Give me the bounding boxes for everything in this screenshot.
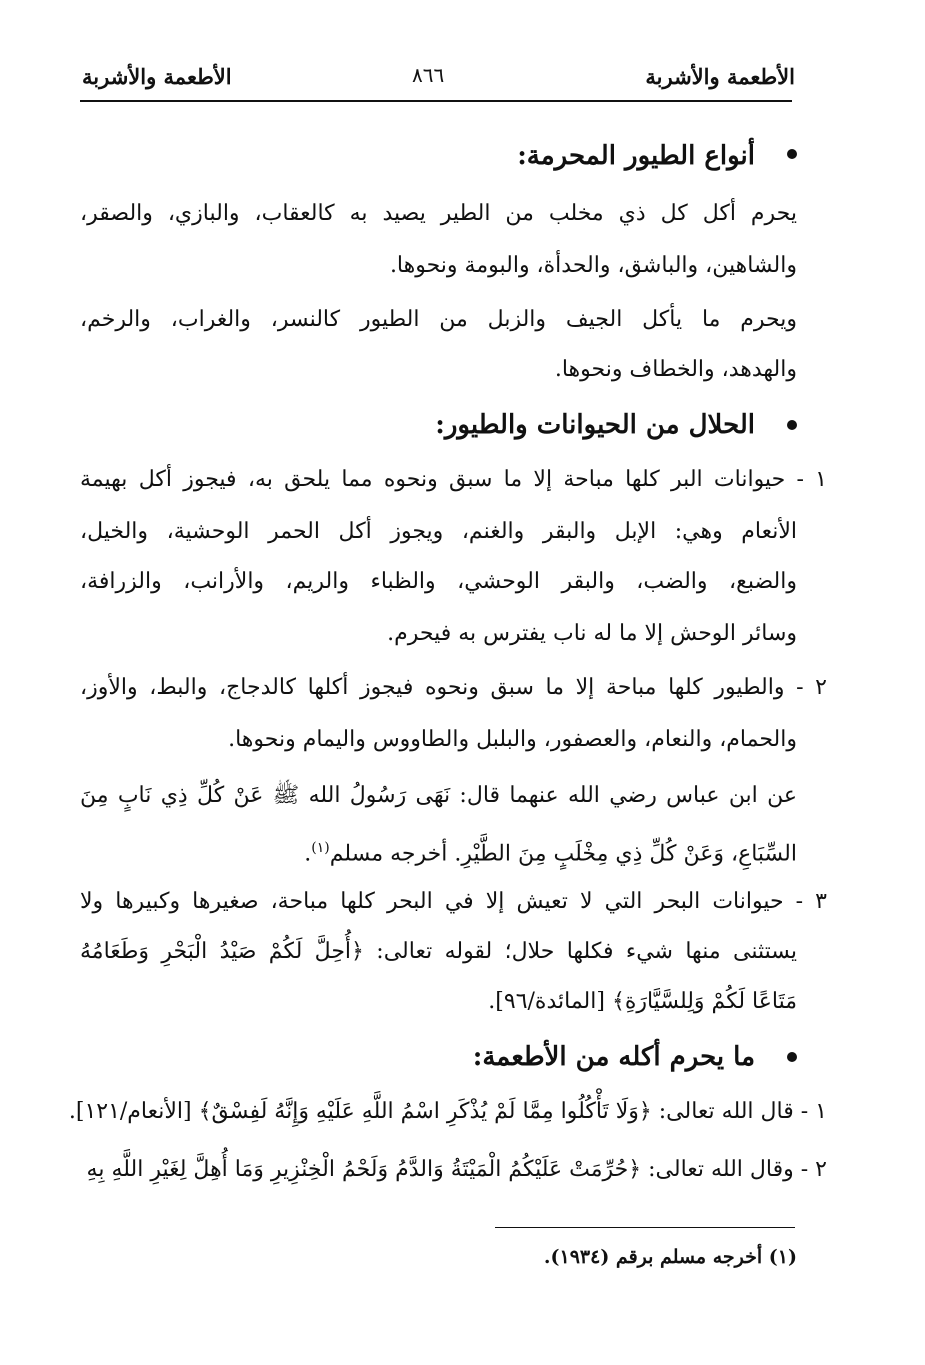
bullet-icon	[787, 149, 797, 159]
list-item-line: وسائر الوحش إلا ما له ناب يفترس به فيحرم.	[387, 621, 797, 646]
list-item-line: يستثنى منها شيء فكلها حلال؛ لقوله تعالى: ﴿أُحِلَّ لَكُمْ صَيْدُ الْبَحْرِ وَطَعَامُهُ	[80, 939, 797, 964]
page-number: ٨٦٦	[412, 63, 445, 87]
bullet-icon	[787, 420, 797, 430]
running-header-left: الأطعمة والأشربة	[82, 64, 232, 89]
hadith-line: السِّبَاعِ، وَعَنْ كُلِّ ذِي مِخْلَبٍ مِنَ الطَّيْرِ. أخرجه مسلم$^{(١)}$.	[304, 840, 797, 867]
footnote-marker: (١)	[311, 840, 330, 856]
footnote: (١) أخرجه مسلم برقم (١٩٣٤).	[543, 1246, 797, 1268]
list-item-line: والحمام، والنعام، والعصفور، والبلبل والطاووس واليمام ونحوها.	[228, 727, 797, 752]
list-item-line: ١ - حيوانات البر كلها مباحة إلا ما سبق ونحوه مما يلحق به، فيجوز أكل بهيمة	[80, 467, 827, 492]
paragraph-line: ويحرم ما يأكل الجيف والزبل من الطيور كالنسر، والغراب، والرخم،	[80, 307, 797, 332]
list-item-line: ١ - قال الله تعالى: ﴿وَلَا تَأْكُلُوا مِمَّا لَمْ يُذْكَرِ اسْمُ اللَّهِ عَلَيْهِ وَإِنَّهُ لَفِسْقٌ﴾ [الأنعام/١٢١].	[68, 1099, 827, 1124]
bullet-icon	[787, 1052, 797, 1062]
list-item-line: مَتَاعًا لَكُمْ وَلِلسَّيَّارَةِ﴾ [المائدة/٩٦].	[488, 989, 797, 1014]
hadith-text: السِّبَاعِ، وَعَنْ كُلِّ ذِي مِخْلَبٍ مِنَ الطَّيْرِ. أخرجه مسلم	[329, 841, 797, 867]
section-heading: الحلال من الحيوانات والطيور:	[435, 410, 755, 440]
list-item-line: الأنعام وهي: الإبل والبقر والغنم، ويجوز أكل الحمر الوحشية، والخيل،	[80, 519, 797, 544]
section-heading: أنواع الطيور المحرمة:	[517, 141, 755, 171]
list-item-line: ٢ - وقال الله تعالى: ﴿حُرِّمَتْ عَلَيْكُمُ الْمَيْتَةُ وَالدَّمُ وَلَحْمُ الْخِنْزِيرِ وَمَا أُهِلَّ لِغَيْرِ اللَّهِ بِهِ	[86, 1157, 827, 1182]
header-rule	[80, 100, 792, 102]
list-item-line: ٣ - حيوانات البحر التي لا تعيش إلا في البحر كلها مباحة، صغيرها وكبيرها ولا	[80, 889, 827, 914]
paragraph-line: والشاهين، والباشق، والحدأة، والبومة ونحوها.	[389, 253, 797, 278]
section-heading: ما يحرم أكله من الأطعمة:	[472, 1042, 755, 1072]
running-header-right: الأطعمة والأشربة	[645, 64, 795, 89]
paragraph-line: والهدهد، والخطاف ونحوها.	[554, 357, 797, 382]
hadith-line: عن ابن عباس رضي الله عنهما قال: نَهَى رَسُولُ الله ﷺ عَنْ كُلِّ ذِي نَابٍ مِنَ	[80, 783, 797, 808]
paragraph-line: يحرم أكل كل ذي مخلب من الطير يصيد به كالعقاب، والبازي، والصقر،	[80, 201, 797, 226]
list-item-line: ٢ - والطيور كلها مباحة إلا ما سبق ونحوه فيجوز أكلها كالدجاج، والبط، والأوز،	[80, 675, 827, 700]
list-item-line: والضبع، والضب، والبقر الوحشي، والظباء والريم، والأرانب، والزرافة،	[80, 569, 797, 594]
footnote-rule	[495, 1227, 795, 1228]
